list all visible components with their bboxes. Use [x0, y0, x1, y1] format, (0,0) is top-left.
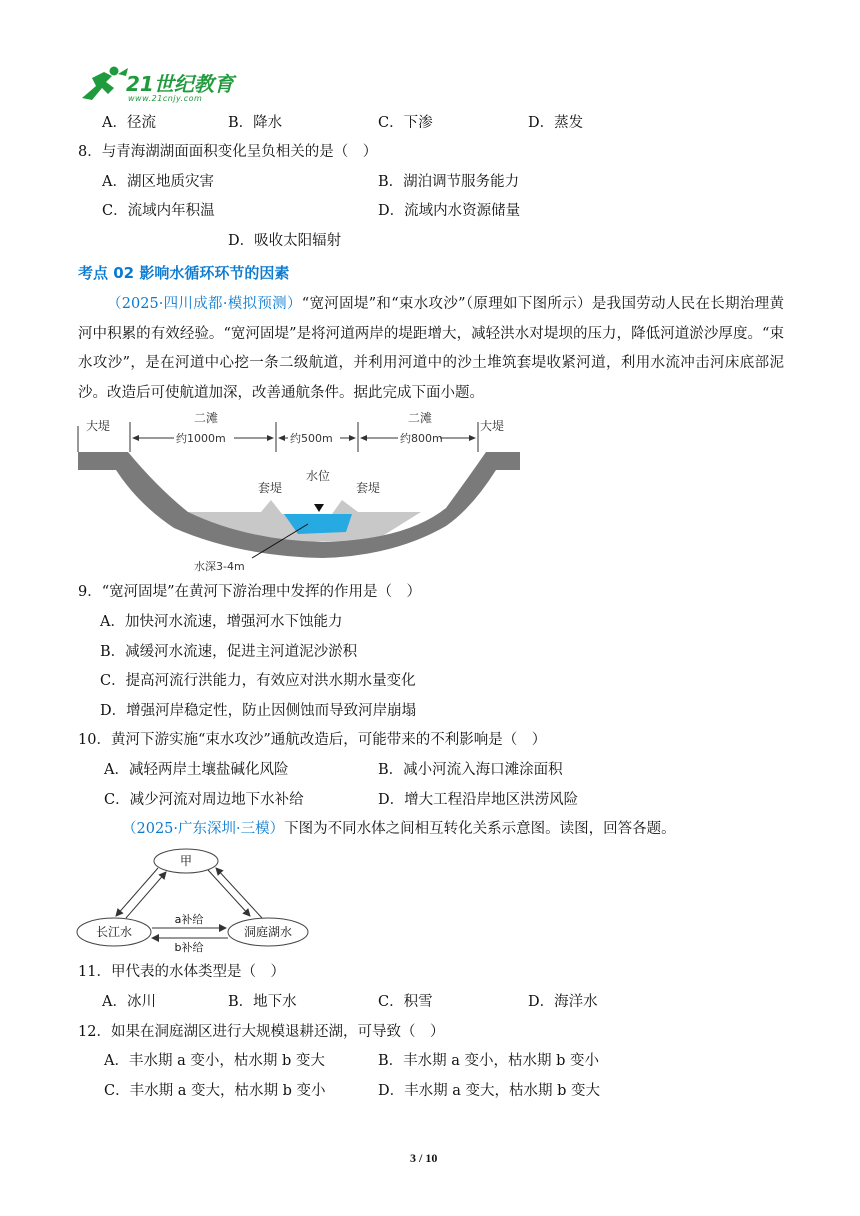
passage-2-source: （2025·广东深圳·三模） [122, 821, 285, 837]
passage-1 [78, 290, 784, 409]
q12-option-a: A．丰水期 a 变小，枯水期 b 变大 [104, 1053, 325, 1069]
passage-2-text: 下图为不同水体之间相互转化关系示意图。读图，回答各题。 [284, 821, 676, 837]
q8-option-c: C．流域内年积温 [102, 203, 215, 219]
q7-option-b: B．降水 [228, 115, 283, 131]
label-b-supply: b补给 [174, 941, 204, 954]
q9-option-b: B．减缓河水流速，促进主河道泥沙淤积 [100, 644, 358, 660]
logo-text: 21世纪教育 [126, 72, 234, 96]
river-cross-section-diagram [76, 408, 520, 578]
label-dongting: 洞庭湖水 [243, 925, 293, 939]
q10-option-c: C．减少河流对周边地下水补给 [104, 792, 304, 808]
q11-option-c: C．积雪 [378, 994, 433, 1010]
q11-option-a: A．冰川 [102, 994, 156, 1010]
passage-1-source: （2025·四川成都·模拟预测） [107, 296, 302, 312]
q10-option-b: B．减小河流入海口滩涂面积 [378, 762, 563, 778]
right-taodi-label: 套堤 [356, 481, 381, 495]
page-number: 3 / 10 [410, 1151, 438, 1165]
q12-option-d: D．丰水期 a 变大，枯水期 b 变大 [378, 1083, 600, 1099]
q8-stem: 8．与青海湖湖面面积变化呈负相关的是（ ） [78, 144, 378, 160]
label-jia: 甲 [179, 854, 193, 868]
q12-stem: 12．如果在洞庭湖区进行大规模退耕还湖，可导致（ ） [78, 1024, 445, 1040]
q10-option-d: D．增大工程沿岸地区洪涝风险 [378, 792, 579, 808]
q9-stem: 9．“宽河固堤”在黄河下游治理中发挥的作用是（ ） [78, 584, 422, 600]
q12-option-c: C．丰水期 a 变大，枯水期 b 变小 [104, 1083, 326, 1099]
water-level-marker [314, 504, 324, 512]
distance-middle: 约500m [290, 432, 333, 445]
q7-option-c: C．下渗 [378, 115, 433, 131]
label-changjiang: 长江水 [95, 925, 133, 939]
passage-1-text: “宽河固堤”和“束水攻沙”（原理如下图所示）是我国劳动人民在长期治理黄河中积累的有效经验。“宽河固堤”是将河道两岸的堤距增大，减轻洪水对堤坝的压力，降低河道淤沙厚度。“束水攻沙”，是在河道中心挖一条二级航道，并利用河道中的沙土堆筑套堤收紧河道，利用水流冲击河床底部泥沙。改造后可使航道加深，改善通航条件。据此完成下面小题。 [78, 296, 784, 402]
water-transformation-diagram [76, 846, 310, 956]
left-taodi-label: 套堤 [258, 481, 283, 495]
q11-stem: 11．甲代表的水体类型是（ ） [78, 964, 285, 980]
label-a-supply: a补给 [174, 913, 204, 926]
passage-2 [122, 819, 676, 839]
left-tan-label: 二滩 [194, 411, 219, 425]
q8-option-b: B．湖泊调节服务能力 [378, 174, 520, 190]
logo [78, 64, 248, 108]
q10-option-a: A．减轻两岸土壤盐碱化风险 [104, 762, 289, 778]
distance-right: 约800m [400, 432, 443, 445]
q8-option-d: D．流域内水资源储量 [378, 203, 521, 219]
q9-option-c: C．提高河流行洪能力，有效应对洪水期水量变化 [100, 673, 416, 689]
q7-option-d: D．蒸发 [528, 115, 584, 131]
q8-option-extra: D．吸收太阳辐射 [228, 233, 342, 249]
q12-option-b: B．丰水期 a 变小，枯水期 b 变小 [378, 1053, 600, 1069]
right-tan-label: 二滩 [408, 411, 433, 425]
q9-option-d: D．增强河岸稳定性，防止因侧蚀而导致河岸崩塌 [100, 703, 417, 719]
logo-url: www.21cnjy.com [128, 94, 203, 103]
q9-option-a: A．加快河水流速，增强河水下蚀能力 [100, 614, 343, 630]
dike-band [78, 452, 520, 558]
left-dike-label: 大堤 [86, 419, 111, 433]
right-dike-label: 大堤 [480, 419, 505, 433]
q11-option-d: D．海洋水 [528, 994, 598, 1010]
distance-left: 约1000m [176, 432, 226, 445]
water-level-label: 水位 [306, 469, 331, 483]
q8-option-a: A．湖区地质灾害 [102, 174, 214, 190]
depth-label: 水深3-4m [194, 560, 245, 573]
q11-option-b: B．地下水 [228, 994, 297, 1010]
q10-stem: 10．黄河下游实施“束水攻沙”通航改造后，可能带来的不利影响是（ ） [78, 732, 547, 748]
q7-option-a: A．径流 [102, 115, 156, 131]
section-heading: 考点 02 影响水循环环节的因素 [78, 264, 290, 282]
